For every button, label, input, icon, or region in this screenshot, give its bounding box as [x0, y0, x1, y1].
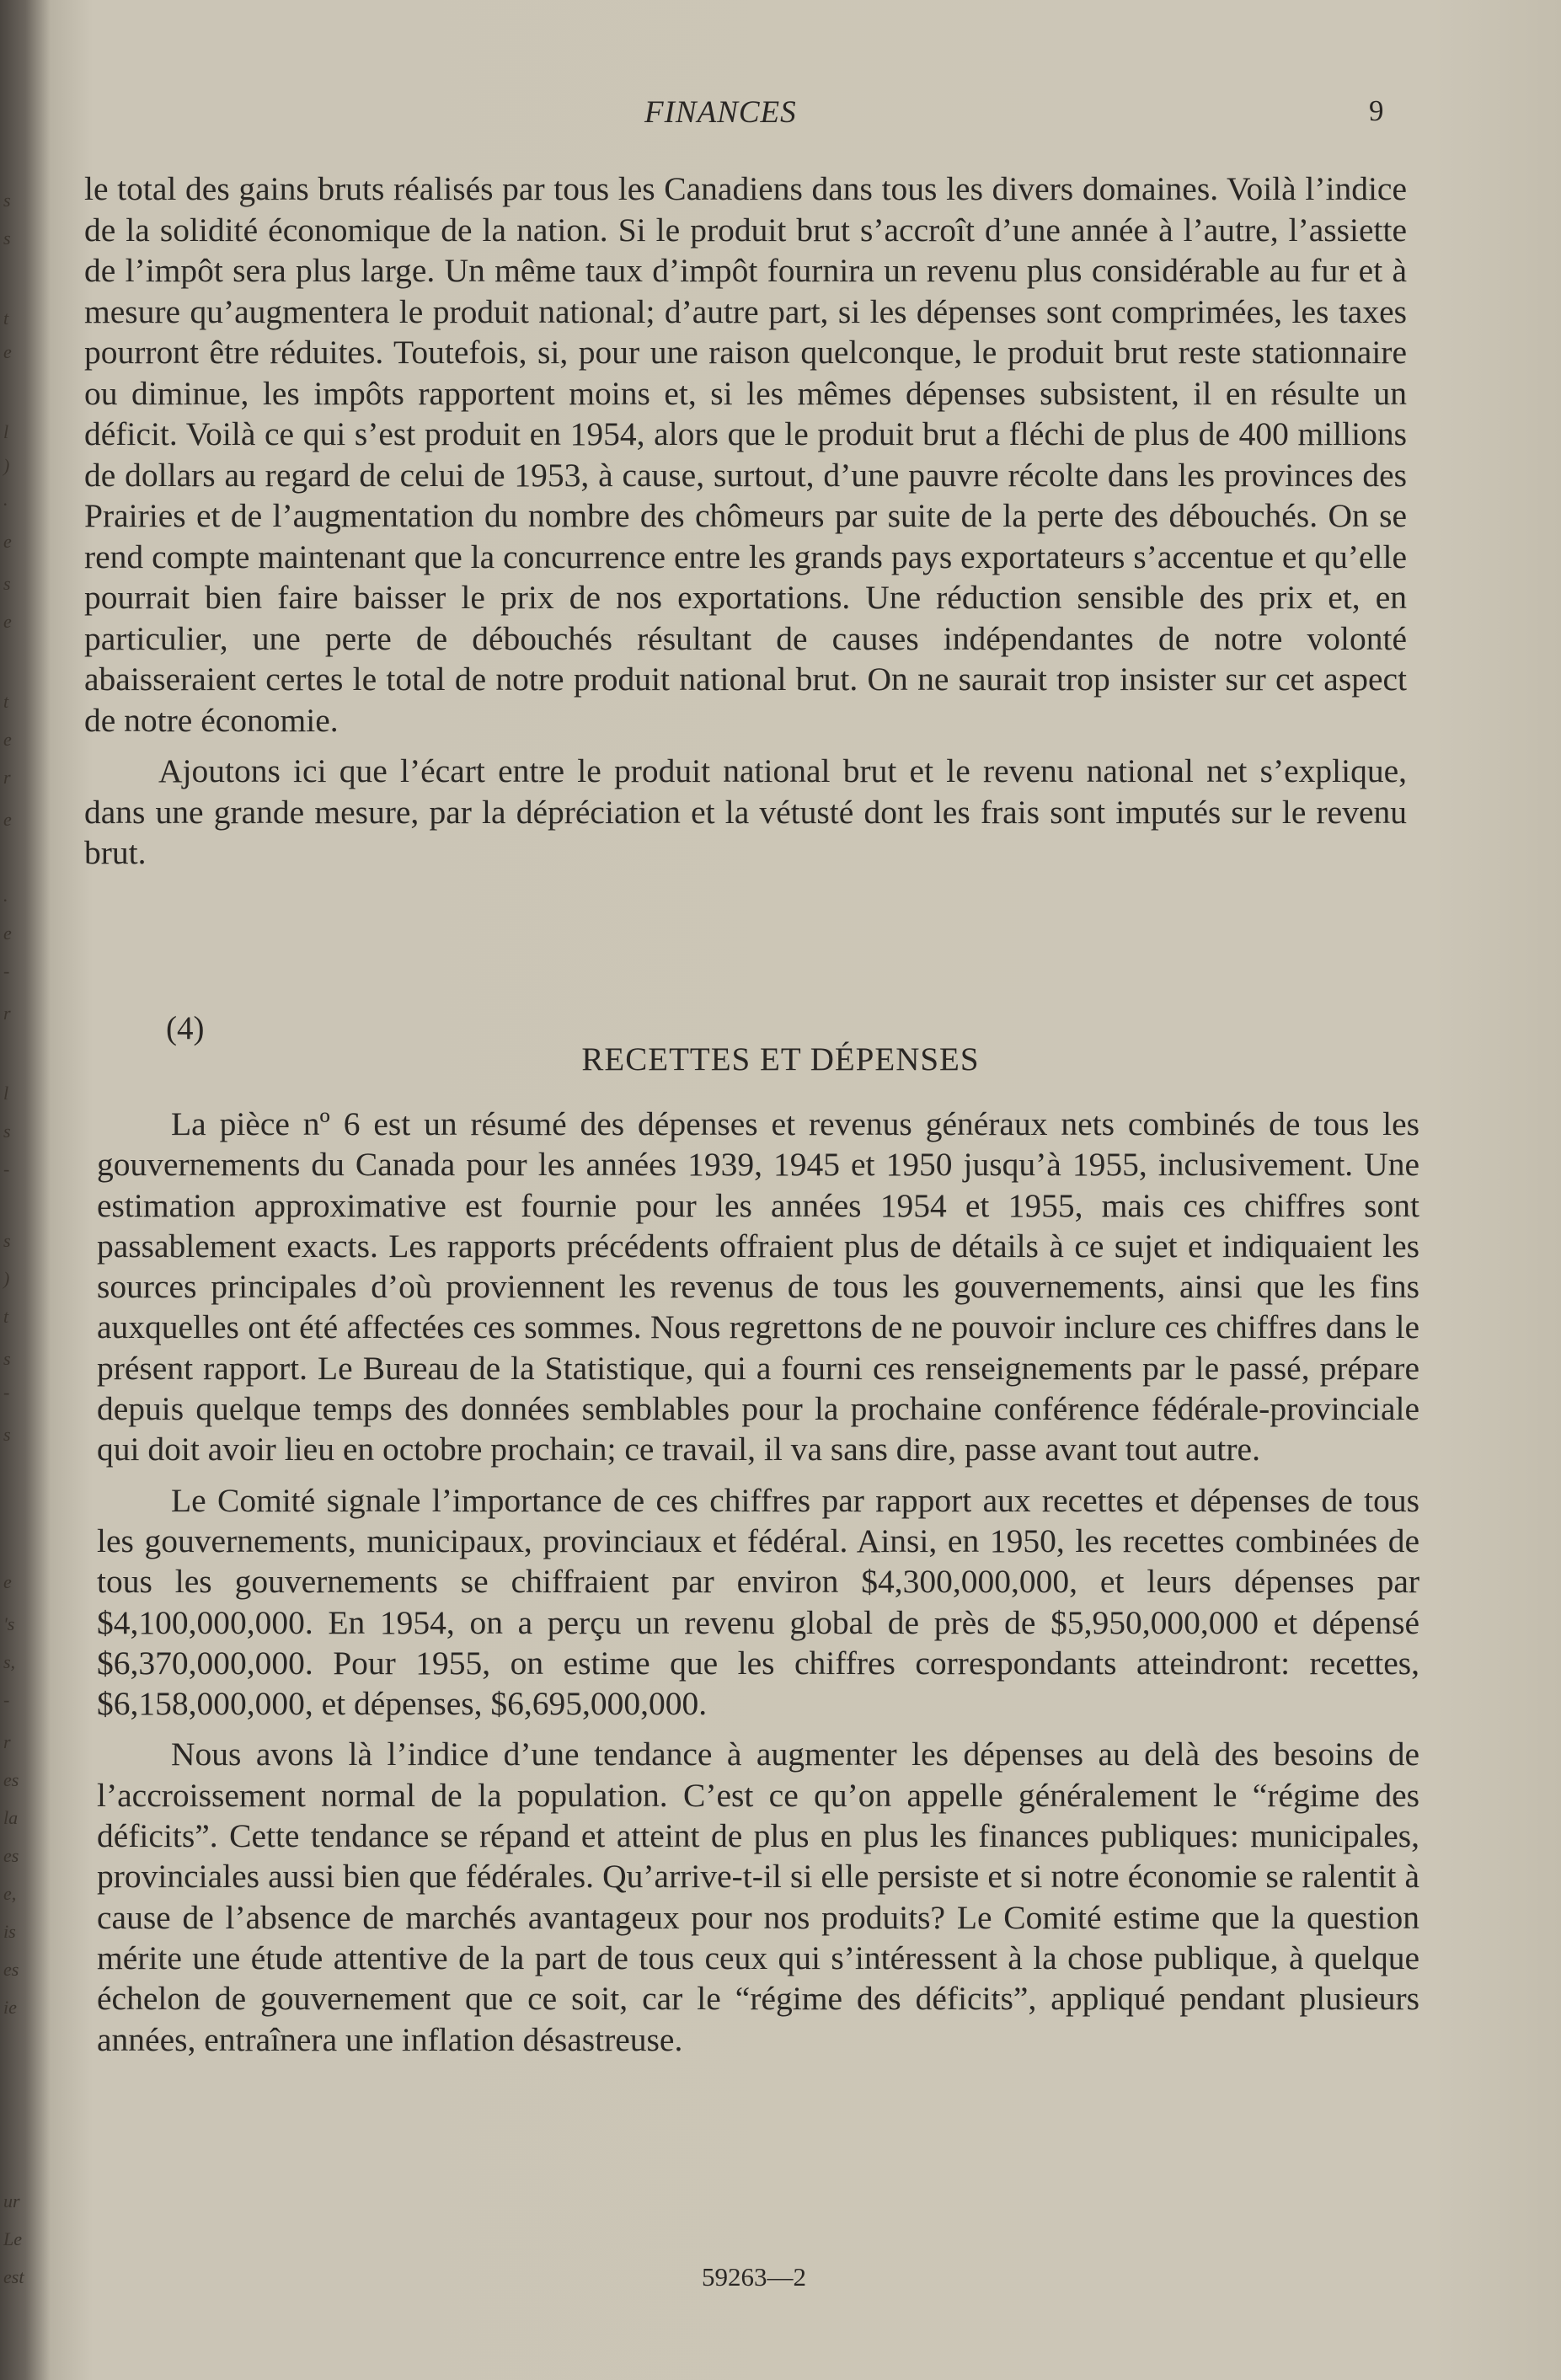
signature-code: 59263—2 [702, 2262, 806, 2292]
paragraph: le total des gains bruts réalisés par tous les Canadiens dans tous les divers domaines. Voilà l’indice de la solidité économique de la nation. Si le produit brut s’accroît d’une année à l’autre, l’assiette de l’impôt sera plus large. Un même taux d’impôt fournira un revenu plus considérable au fur et à mesure qu’augmentera le produit national; d’autre part, si les dépenses sont comprimées, les taxes pourront être réduites. Toutefois, si, pour une raison quelconque, le produit brut reste stationnaire ou diminue, les impôts rapportent moins et, si les mêmes dépenses subsistent, il en résulte un déficit. Voilà ce qui s’est produit en 1954, alors que le produit brut a fléchi de plus de 400 millions de dollars au regard de celui de 1953, à cause, surtout, d’une pauvre récolte dans les provinces des Prairies et de l’augmentation du nombre des chômeurs par suite de la perte des débouchés. On se rend compte maintenant que la concurrence entre les grands pays exportateurs s’accentue et qu’elle pourrait bien faire baisser le prix de nos exportations. Une réduction sensible des prix et, en particulier, une perte de débouchés résultant de causes indépendantes de notre volonté abaisseraient certes le total de notre produit national brut. On ne saurait trop insister sur cet aspect de notre économie. [84, 170, 1407, 739]
body-text-top [84, 168, 1407, 884]
paragraph: La pièce nº 6 est un résumé des dépenses et revenus généraux nets combinés de tous les gouvernements du Canada pour les années 1939, 1945 et 1950 jusqu’à 1955, inclusivement. Une estimation approximative est fournie pour les années 1954 et 1955, mais ces chiffres sont passablement exacts. Les rapports précédents offraient plus de détails à ce sujet et indiquaient les sources principales d’où proviennent les revenus de tous les gouvernements, ainsi que les fins auxquelles ont été affectées ces sommes. Nous regrettons de ne pouvoir inclure ces chiffres dans le présent rapport. Le Bureau de la Statistique, qui a fourni ces renseignements par le passé, prépare depuis quelque temps des données semblables pour la prochaine conférence fédérale-provinciale qui doit avoir lieu en octobre prochain; ce travail, il va sans dire, passe avant tout autre. [97, 1105, 1419, 1468]
paragraph: Ajoutons ici que l’écart entre le produit national brut et le revenu national net s’explique, dans une grande mesure, par la dépréciation et la vétusté dont les frais sont imputés sur le revenu brut. [84, 752, 1407, 871]
paragraph: Nous avons là l’indice d’une tendance à augmenter les dépenses au delà des besoins de l’accroissement normal de la population. C’est ce qu’on appelle généralement le “régime des déficits”. Cette tendance se répand et atteint de plus en plus les finances publiques: municipales, provinciales aussi bien que fédérales. Qu’arrive-t-il si elle persiste et si notre économie se ralentit à cause de l’absence de marchés avantageux pour nos produits? Le Comité estime que la question mérite une étude attentive de la part de tous ceux qui s’intéressent à la chose publique, à quelque échelon de gouvernement que ce soit, car le “régime des déficits”, appliqué pendant plusieurs années, entraînera une inflation désastreuse. [97, 1736, 1419, 2058]
paragraph: Le Comité signale l’importance de ces chiffres par rapport aux recettes et dépenses de tous les gouvernements, municipaux, provinciaux et fédéral. Ainsi, en 1950, les recettes combinées de tous les gouvernements se chiffraient par environ $4,300,000,000, et leurs dépenses par $4,100,000,000. En 1954, on a perçu un revenu global de près de $5,950,000,000 et dépensé $6,370,000,000. Pour 1955, on estime que les chiffres correspondants atteindront: recettes, $6,158,000,000, et dépenses, $6,695,000,000. [97, 1481, 1419, 1723]
section-number: (4) [166, 1010, 205, 1046]
running-head [0, 94, 1561, 136]
section-title: RECETTES ET DÉPENSES [581, 1041, 980, 1078]
running-title: FINANCES [644, 95, 797, 130]
body-text-section [97, 1104, 1419, 2070]
page-number: 9 [1369, 94, 1384, 127]
facing-page-edge: s s t e l ) . e s e t e r e . e - r l s - s ) t s - s e 's s, - r es la es e, is es ie ur Le est [3, 190, 24, 2287]
